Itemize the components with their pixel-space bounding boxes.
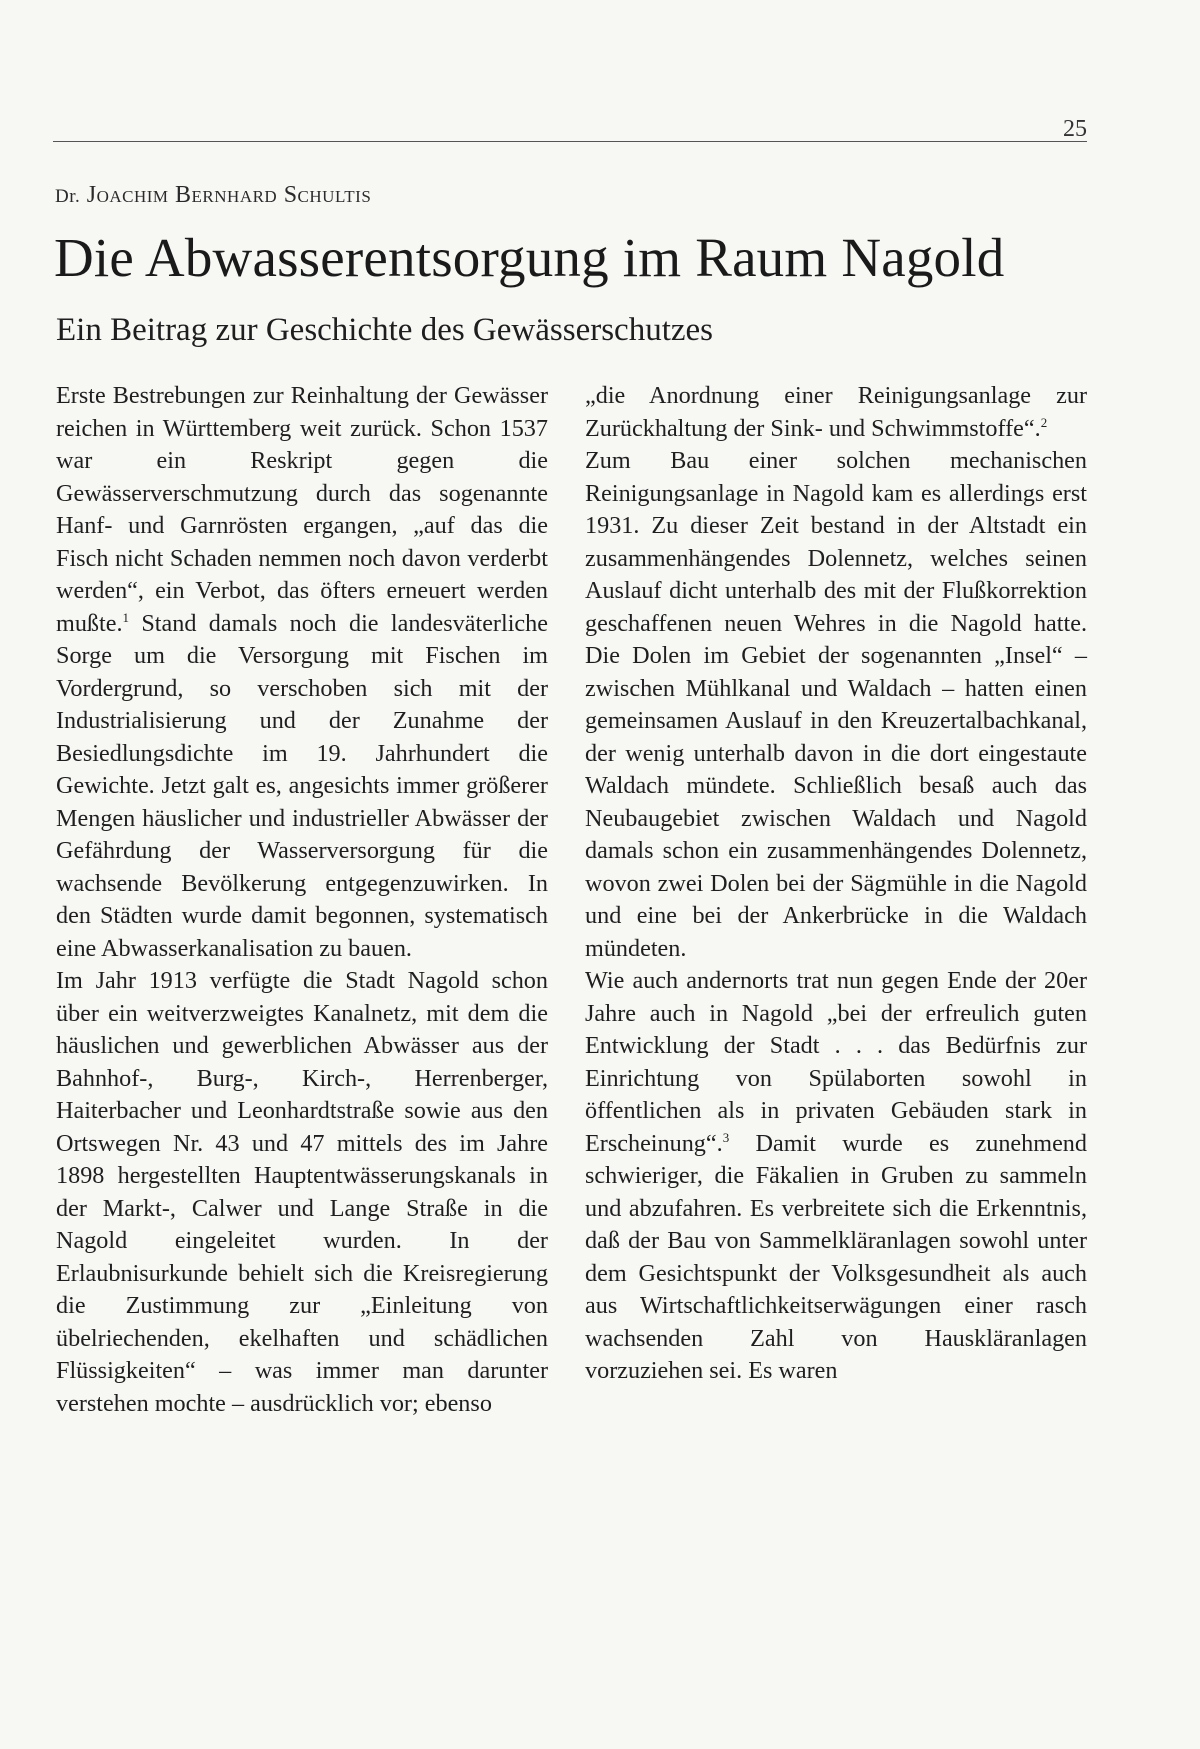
- left-column: [56, 380, 548, 1420]
- left-paragraph-1-text-a: Erste Bestrebungen zur Reinhaltung der Gewässer reichen in Württemberg weit zurück. Schon 1537 war ein Reskript gegen die Gewässerverschmutzung durch das sogenannte Hanf- und Garnrösten ergangen, „auf das die Fisch nicht Schaden nemmen noch davon verderbt werden“, ein Verbot, das öfters erneuert werden mußte.: [56, 382, 548, 637]
- footnote-marker-3: 3: [722, 1129, 730, 1145]
- header-rule: [53, 141, 1087, 142]
- right-paragraph-1-text: „die Anordnung einer Reinigungsanlage zur Zurückhaltung der Sink- und Schwimmstoffe“.: [585, 382, 1087, 442]
- right-paragraph-1: [585, 380, 1087, 445]
- right-paragraph-2: Zum Bau einer solchen mechanischen Reinigungsanlage in Nagold kam es allerdings erst 1931. Zu dieser Zeit bestand in der Altstadt ein zusammenhängendes Dolennetz, welches seinen Auslauf dicht unterhalb des mit der Flußkorrektion geschaffenen neuen Wehres in die Nagold hatte. Die Dolen im Gebiet der sogenannten „Insel“ – zwischen Mühlkanal und Waldach – hatten einen gemeinsamen Auslauf in den Kreuzertalbachkanal, der wenig unterhalb davon in die dort eingestaute Waldach mündete. Schließlich besaß auch das Neubaugebiet zwischen Waldach und Nagold damals schon ein zusammenhängendes Dolennetz, wovon zwei Dolen bei der Sägmühle in die Nagold und eine bei der Ankerbrücke in die Waldach mündeten.: [585, 447, 1087, 962]
- author-line: [55, 181, 371, 211]
- article-subtitle: Ein Beitrag zur Geschichte des Gewässerschutzes: [56, 312, 714, 348]
- article-title: Die Abwasserentsorgung im Raum Nagold: [54, 227, 1005, 288]
- right-paragraph-3: [585, 965, 1087, 1388]
- footnote-marker-1: 1: [122, 609, 130, 625]
- right-paragraph-3-text-b: Damit wurde es zunehmend schwieriger, die Fäkalien in Gruben zu sammeln und abzufahren. Es verbreitete sich die Erkenntnis, daß der Bau von Sammelkläranlagen sowohl unter dem Gesichtspunkt der Volksgesundheit als auch aus Wirtschaftlichkeitserwägungen einer rasch wachsenden Zahl von Hauskläranlagen vorzuziehen sei. Es waren: [585, 1129, 1087, 1384]
- left-paragraph-2: Im Jahr 1913 verfügte die Stadt Nagold schon über ein weitverzweigtes Kanalnetz, mit dem die häuslichen und gewerblichen Abwässer aus der Bahnhof-, Burg-, Kirch-, Herrenberger, Haiterbacher und Leonhardtstraße sowie aus den Ortswegen Nr. 43 und 47 mittels des im Jahre 1898 hergestellten Hauptentwässerungskanals in der Markt-, Calwer und Lange Straße in die Nagold eingeleitet wurden. In der Erlaubnisurkunde behielt sich die Kreisregierung die Zustimmung zur „Einleitung von übelriechenden, ekelhaften und schädlichen Flüssigkeiten“ – was immer man darunter verstehen mochte – ausdrücklich vor; ebenso: [56, 967, 548, 1417]
- footnote-marker-2: 2: [1040, 414, 1048, 430]
- right-column: [585, 380, 1087, 1388]
- author-prefix: Dr.: [55, 186, 81, 207]
- right-paragraph-3-text-a: Wie auch andernorts trat nun gegen Ende der 20er Jahre auch in Nagold „bei der erfreulich guten Entwicklung der Stadt . . . das Bedürfnis zur Einrichtung von Spülaborten sowohl in öffentlichen als in privaten Gebäuden stark in Erscheinung“.: [585, 967, 1087, 1157]
- page-number: 25: [1063, 116, 1087, 142]
- left-paragraph-1-text-b: Stand damals noch die landesväterliche Sorge um die Versorgung mit Fischen im Vordergrund, so verschoben sich mit der Industrialisierung und der Zunahme der Besiedlungsdichte im 19. Jahrhundert die Gewichte. Jetzt galt es, angesichts immer größerer Mengen häuslicher und industrieller Abwässer der Gefährdung der Wasserversorgung für die wachsende Bevölkerung entgegenzuwirken. In den Städten wurde damit begonnen, systematisch eine Abwasserkanalisation zu bauen.: [56, 609, 548, 962]
- left-paragraph-1: [56, 380, 548, 965]
- author-name: Joachim Bernhard Schultis: [86, 182, 372, 208]
